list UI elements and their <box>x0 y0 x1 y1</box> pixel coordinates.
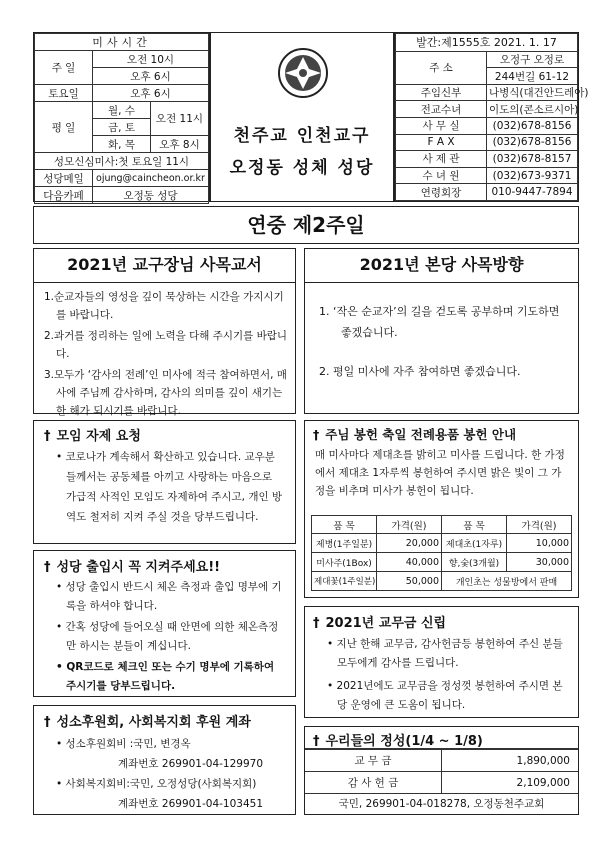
dues-box <box>304 606 579 718</box>
offering-title <box>305 421 578 443</box>
week-title-text: 연중 제2주일 <box>247 213 365 237</box>
table-cell: 20,000 <box>377 534 442 553</box>
dagger-icon: † <box>44 715 51 730</box>
sunday-am: 오전 10시 <box>93 51 209 68</box>
table-cell: 30,000 <box>507 553 572 572</box>
convent-phone: (032)673-9371 <box>487 167 578 184</box>
contact-table <box>394 32 589 202</box>
offering-title-text: 주님 봉헌 축일 전례용품 봉헌 안내 <box>325 427 517 442</box>
fri-sat: 금, 토 <box>93 119 151 136</box>
dagger-icon: † <box>313 616 320 631</box>
address-line2: 244번길 61-12 <box>487 68 578 85</box>
support-title-text: 성소후원회, 사회복지회 후원 계좌 <box>56 715 251 730</box>
table-cell: 제대초(1자루) <box>442 534 507 553</box>
parish-plan-item-1: 1. ‘작은 순교자’의 길을 걷도록 공부하며 기도하면 좋겠습니다. <box>319 305 560 339</box>
support-line-2: 계좌번호 269901-04-129970 <box>118 758 264 770</box>
council-phone: 010-9447-7894 <box>487 184 578 201</box>
nun-label: 전교수녀 <box>396 101 487 118</box>
dues-total-value: 1,890,000 <box>442 750 579 772</box>
header-price-2: 가격(원) <box>507 516 572 534</box>
table-cell: 40,000 <box>377 553 442 572</box>
sunday-label: 주 일 <box>35 51 93 85</box>
office-label: 사 무 실 <box>396 118 487 135</box>
dagger-icon: † <box>313 427 320 442</box>
table-cell: 10,000 <box>507 534 572 553</box>
sincerity-account: 국민, 269901-04-018278, 오정동천주교회 <box>338 798 545 810</box>
rectory-phone: (032)678-8157 <box>487 151 578 168</box>
weekday-label: 평 일 <box>35 102 93 153</box>
mwfs-time: 오전 11시 <box>151 102 209 136</box>
bishop-letter-box <box>33 248 296 417</box>
church-header <box>210 32 394 202</box>
thanks-offering-value: 2,109,000 <box>442 772 579 794</box>
bishop-letter-title: 2021년 교구장님 사목교서 <box>34 249 295 283</box>
offering-text: 매 미사마다 제대초를 밝히고 미사를 드립니다. 한 가정에서 제대초 1자루씩 봉헌하여 주시면 밝은 빛이 그 가정을 비추며 미사가 봉헌이 됩니다. <box>315 449 565 497</box>
church-line1: 천주교 인천교구 <box>233 126 371 146</box>
entry-item-3: • QR코드로 체크인 또는 수기 명부에 기록하여 주시기를 당부드립니다. <box>56 661 275 692</box>
tue-thu-time: 오후 8시 <box>151 136 209 153</box>
header-item-2: 품 목 <box>442 516 507 534</box>
dues-item-1: • 지난 한해 교무금, 감사헌금등 봉헌하여 주신 분들 모두에게 감사를 드립니다. <box>327 638 563 669</box>
convent-label: 수 녀 원 <box>396 167 487 184</box>
meeting-title-text: 모임 자제 요청 <box>56 429 141 444</box>
pastor-label: 주임신부 <box>396 84 487 101</box>
cafe-label: 다음카페 <box>35 187 93 204</box>
meeting-text: • 코로나가 계속해서 확산하고 있습니다. 교우분들께서는 공동체를 아끼고 사랑하는 마음으로 가급적 사적인 모임도 자제하여 주시고, 개인 방역도 철저히 지켜 주실 것을 당부드립니다. <box>56 451 283 523</box>
entry-item-2: • 간혹 성당에 들어오실 때 안면에 의한 체온측정만 하시는 분들이 계십니다. <box>56 621 279 652</box>
support-accounts-box <box>33 705 296 815</box>
bishop-item-1: 1.순교자들의 영성을 깊이 묵상하는 시간을 가지시기를 바랍니다. <box>44 291 284 321</box>
support-line-1: • 성소후원회비 :국민, 변경옥 <box>56 738 191 750</box>
mon-wed: 월, 수 <box>93 102 151 119</box>
table-cell: 제대꽃(1주일분) <box>312 572 377 591</box>
dagger-icon: † <box>44 429 51 444</box>
mass-times-table <box>33 32 210 202</box>
address-label: 주 소 <box>396 51 487 84</box>
cafe: 오정동 성당 <box>93 187 209 204</box>
entry-title-text: 성당 출입시 꼭 지켜주세요!! <box>56 560 221 575</box>
parish-plan-title: 2021년 본당 사목방향 <box>305 249 578 283</box>
email-label: 성당메일 <box>35 170 93 187</box>
support-line-4: 계좌번호 269901-04-103451 <box>118 798 264 810</box>
table-cell: 개인초는 성물방에서 판매 <box>442 572 572 591</box>
entry-title <box>34 551 295 575</box>
header-price-1: 가격(원) <box>377 516 442 534</box>
entry-item-1: • 성당 출입시 반드시 체온 측정과 출입 명부에 기록을 하셔야 합니다. <box>56 581 282 612</box>
week-title <box>33 206 579 244</box>
support-line-3: • 사회복지회비:국민, 오정성당(사회복지회) <box>56 778 257 790</box>
table-cell: 향,숯(3개월) <box>442 553 507 572</box>
header-item-1: 품 목 <box>312 516 377 534</box>
address-line1: 오정구 오정로 <box>487 51 578 68</box>
saturday-time: 오후 6시 <box>93 85 209 102</box>
dagger-icon: † <box>44 560 51 575</box>
church-line2: 오정동 성체 성당 <box>229 158 375 178</box>
nun: 이도의(콘소르시아) <box>487 101 578 118</box>
table-cell: 미사주(1Box) <box>312 553 377 572</box>
meeting-title <box>34 421 295 444</box>
dagger-icon: † <box>313 734 320 749</box>
offering-price-table <box>311 515 572 591</box>
fax-label: F A X <box>396 134 487 151</box>
dues-title <box>305 607 578 631</box>
sunday-pm: 오후 6시 <box>93 68 209 85</box>
office-phone: (032)678-8156 <box>487 118 578 135</box>
meeting-box <box>33 420 296 544</box>
pastor: 나병식(대건안드레아) <box>487 84 578 101</box>
dues-total-label: 교 무 금 <box>305 750 442 772</box>
issue-number: 발간:제1555호 2021. 1. 17 <box>396 34 578 52</box>
table-cell: 제병(1주일분) <box>312 534 377 553</box>
saturday-label: 토요일 <box>35 85 93 102</box>
entry-rules-box <box>33 550 296 697</box>
dues-item-2: • 2021년에도 교무금을 정성껏 봉헌하여 주시면 본당 운영에 큰 도움이 됩니다. <box>327 680 563 711</box>
bishop-item-2: 2.과거를 정리하는 일에 노력을 다해 주시기를 바랍니다. <box>44 330 288 360</box>
sincerity-title-text: 우리들의 정성(1/4 ~ 1/8) <box>325 734 483 749</box>
mass-title: 미사시간 <box>35 34 209 51</box>
bishop-item-3: 3.모두가 ‘감사의 전례’인 미사에 적극 참여하면서, 매사에 주님께 감사하며, 감사의 의미를 깊이 새기는 한 해가 되시기를 바랍니다. <box>44 369 287 417</box>
sincerity-table <box>305 749 578 793</box>
council-label: 연령회장 <box>396 184 487 201</box>
sincerity-title <box>305 727 578 749</box>
thanks-offering-label: 감 사 헌 금 <box>305 772 442 794</box>
tue-thu: 화, 목 <box>93 136 151 153</box>
sincerity-box <box>304 726 579 815</box>
support-title <box>34 706 295 730</box>
offering-box <box>304 420 579 598</box>
cross-logo-icon <box>277 47 329 99</box>
parish-plan-box <box>304 248 579 414</box>
rectory-label: 사 제 관 <box>396 151 487 168</box>
table-cell: 50,000 <box>377 572 442 591</box>
parish-plan-item-2: 2. 평일 미사에 자주 참여하면 좋겠습니다. <box>319 365 521 378</box>
first-saturday-mass: 성모신심미사:첫 토요일 11시 <box>35 153 209 170</box>
dues-title-text: 2021년 교무금 신립 <box>325 616 447 631</box>
fax-number: (032)678-8156 <box>487 134 578 151</box>
email: ojung@caincheon.or.kr <box>93 170 209 187</box>
